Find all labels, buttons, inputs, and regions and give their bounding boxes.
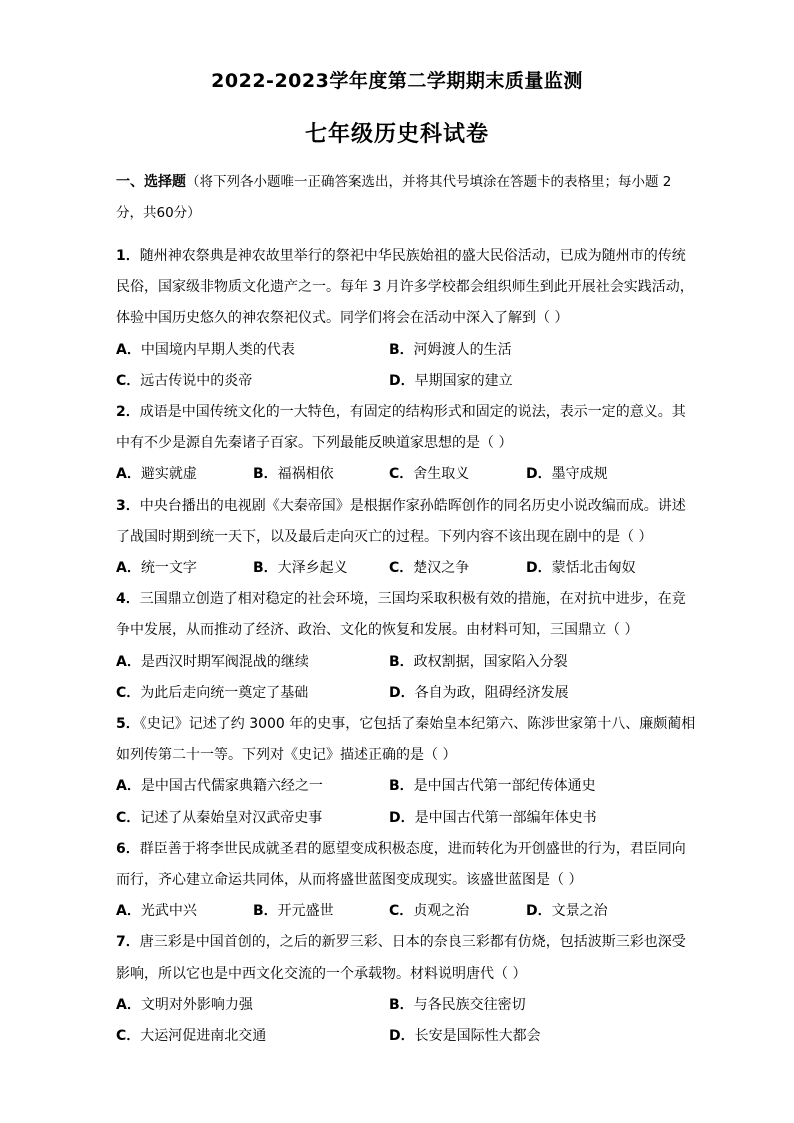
question-3 [116,491,696,585]
option-a[interactable]: A．文明对外影响力强 [116,996,253,1013]
option-a[interactable]: A．是西汉时期军阀混战的继续 [116,653,309,670]
options-row [116,459,696,490]
options-row [116,990,696,1021]
option-a[interactable]: A．避实就虚 [116,466,197,483]
question-text: 《史记》记述了约 3000 年的史事，它包括了秦始皇本纪第六、陈涉世家第十八、廉颇蔺相如列传第二十一等。下列对《史记》描述正确的是（ ） [116,715,696,764]
option-c[interactable]: C．楚汉之争 [389,559,470,576]
question-stem [116,709,696,771]
section-heading: 一、选择题 [116,174,186,190]
question-stem [116,927,696,989]
question-6 [116,834,696,928]
question-number: 3． [116,497,140,514]
option-a[interactable]: A．是中国古代儒家典籍六经之一 [116,778,323,795]
option-a[interactable]: A．中国境内早期人类的代表 [116,341,295,358]
option-b[interactable]: B．政权割据，国家陷入分裂 [389,653,568,670]
option-c[interactable]: C．舍生取义 [389,466,470,483]
option-c[interactable]: C．为此后走向统一奠定了基础 [116,684,309,701]
option-d[interactable]: D．各自为政，阻碍经济发展 [389,684,569,701]
question-number: 4． [116,591,140,608]
question-list [116,241,696,1052]
question-text: 成语是中国传统文化的一大特色，有固定的结构形式和固定的说法，表示一定的意义。其中有不少是源自先秦诸子百家。下列最能反映道家思想的是（ ） [116,403,686,452]
question-number: 6． [116,840,140,857]
question-7 [116,927,696,1052]
option-a[interactable]: A．统一文字 [116,559,197,576]
option-b[interactable]: B．河姆渡人的生活 [389,341,512,358]
option-b[interactable]: B．福祸相依 [253,466,334,483]
option-d[interactable]: D．蒙恬北击匈奴 [526,559,636,576]
question-5 [116,709,696,834]
option-d[interactable]: D．文景之治 [526,903,608,920]
option-b[interactable]: B．开元盛世 [253,903,334,920]
question-text: 群臣善于将李世民成就圣君的愿望变成积极态度，进而转化为开创盛世的行为，君臣同向而行，齐心建立命运共同体，从而将盛世蓝图变成现实。该盛世蓝图是（ ） [116,840,686,888]
exam-subtitle: 七年级历史科试卷 [304,122,489,147]
question-text: 三国鼎立创造了相对稳定的社会环境，三国均采取积极有效的措施，在对抗中进步，在竞争中发展，从而推动了经济、政治、文化的恢复和发展。由材料可知，三国鼎立（ ） [116,591,686,639]
option-b[interactable]: B．大泽乡起义 [253,559,348,576]
section-instructions [116,167,686,229]
options-row [116,803,696,834]
option-a[interactable]: A．光武中兴 [116,903,197,920]
question-number: 5． [116,715,140,732]
options-row [116,553,696,584]
options-row [116,896,696,927]
options-row [116,647,696,678]
question-text: 随州神农祭典是神农故里举行的祭祀中华民族始祖的盛大民俗活动，已成为随州市的传统民俗，国家级非物质文化遗产之一。每年 3 月许多学校都会组织师生到此开展社会实践活动，体验中国历史悠久的神农祭祀仪式。同学们将会在活动中深入了解到（ ） [116,248,694,327]
question-2 [116,397,696,491]
options-row [116,366,696,397]
question-stem [116,491,696,553]
question-stem [116,834,696,896]
question-1 [116,241,696,397]
question-number: 1． [116,248,140,264]
option-c[interactable]: C．记述了从秦始皇对汉武帝史事 [116,809,323,826]
option-d[interactable]: D．是中国古代第一部编年体史书 [389,809,597,826]
option-c[interactable]: C．大运河促进南北交通 [116,1027,267,1044]
options-row [116,1021,696,1052]
question-stem [116,397,696,459]
question-text: 唐三彩是中国首创的，之后的新罗三彩、日本的奈良三彩都有仿烧，包括波斯三彩也深受影响，所以它也是中西文化交流的一个承载物。材料说明唐代（ ） [116,934,686,982]
question-number: 7． [116,934,140,951]
option-c[interactable]: C．贞观之治 [389,903,470,920]
option-d[interactable]: D．墨守成规 [526,466,608,483]
question-text: 中央台播出的电视剧《大秦帝国》是根据作家孙皓晖创作的同名历史小说改编而成。讲述了战国时期到统一天下，以及最后走向灭亡的过程。下列内容不该出现在剧中的是（ ） [116,497,686,545]
question-stem [116,584,696,646]
option-d[interactable]: D．长安是国际性大都会 [389,1027,541,1044]
question-stem [116,241,696,335]
option-b[interactable]: B．是中国古代第一部纪传体通史 [389,778,596,795]
section-instruction-text: （将下列各小题唯一正确答案选出，并将其代号填涂在答题卡的表格里；每小题 2 分，共60分） [116,174,672,221]
question-number: 2． [116,403,140,420]
option-b[interactable]: B．与各民族交往密切 [389,996,526,1013]
question-4 [116,584,696,709]
option-d[interactable]: D．早期国家的建立 [389,372,513,389]
option-c[interactable]: C．远古传说中的炎帝 [116,372,253,389]
options-row [116,771,696,802]
exam-title: 2022-2023学年度第二学期期末质量监测 [211,70,583,92]
options-row [116,335,696,366]
options-row [116,678,696,709]
